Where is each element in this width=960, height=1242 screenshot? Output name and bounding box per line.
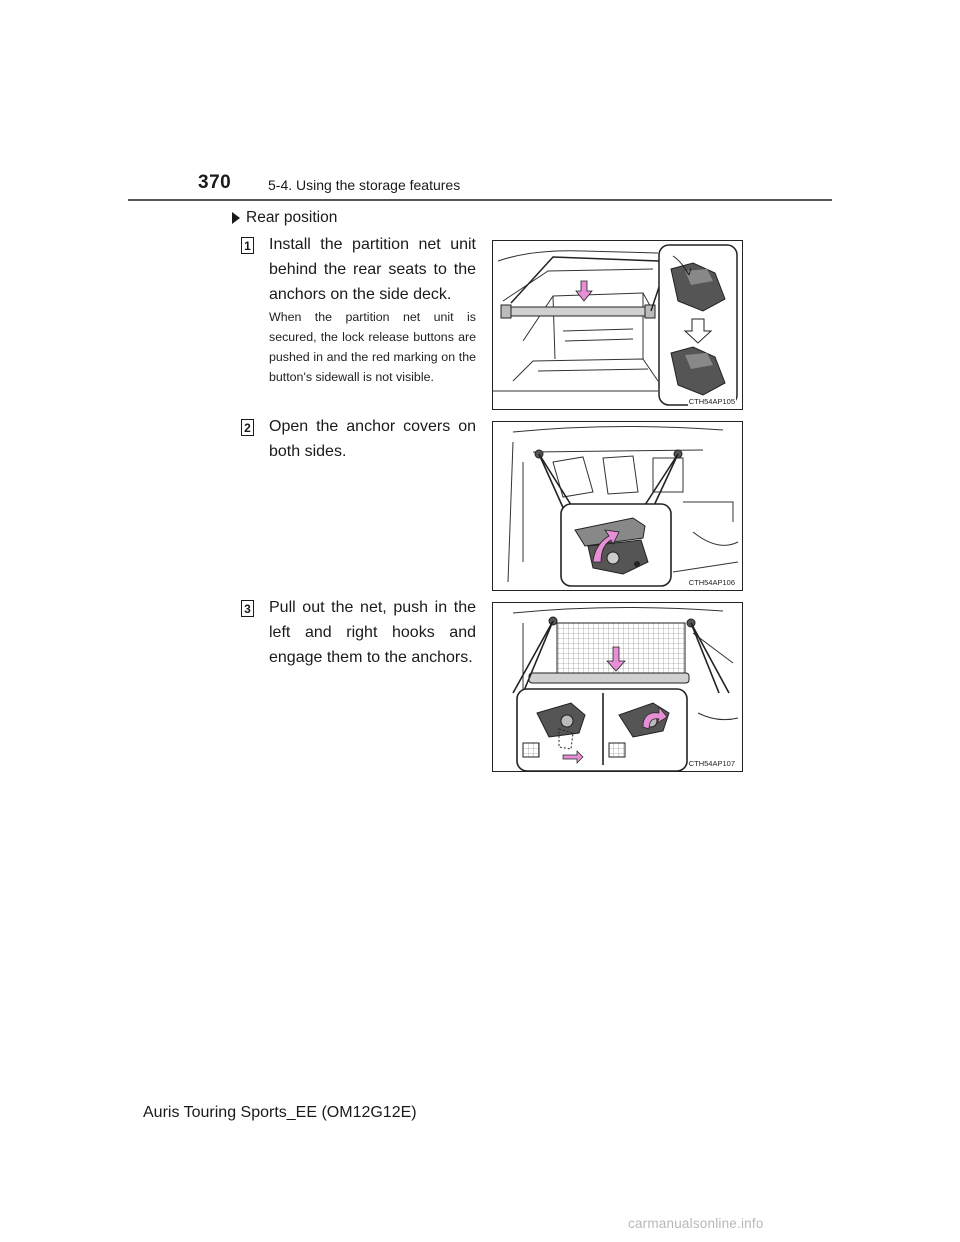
page-number: 370	[198, 172, 232, 193]
step-1-note: When the partition net unit is secured, the lock release buttons are pushed in and the red marking on the button's sidewall is not visible.	[269, 310, 476, 384]
figure-code-3: CTH54AP107	[688, 759, 735, 768]
figure-step-1	[492, 240, 743, 410]
triangle-bullet-icon	[232, 212, 240, 224]
step-number-1: 1	[241, 237, 254, 254]
step-number-2: 2	[241, 419, 254, 436]
cargo-area-illustration-3	[493, 603, 743, 772]
step-number-3: 3	[241, 600, 254, 617]
section-title: 5-4. Using the storage features	[268, 177, 461, 193]
cargo-area-illustration-1	[493, 241, 743, 410]
step-3-text: Pull out the net, push in the left and right hooks and engage them to the anchors.	[269, 599, 476, 666]
figure-code-2: CTH54AP106	[688, 578, 735, 587]
step-1-text: Install the partition net unit behind the rear seats to the anchors on the side deck.	[269, 236, 476, 303]
footer-manual-id: Auris Touring Sports_EE (OM12G12E)	[143, 1104, 417, 1121]
watermark: carmanualsonline.info	[628, 1216, 764, 1231]
figure-code-1: CTH54AP105	[688, 397, 735, 406]
subheading	[232, 209, 337, 227]
header-divider	[128, 199, 832, 201]
cargo-area-illustration-2	[493, 422, 743, 591]
figure-step-2	[492, 421, 743, 591]
subheading-label: Rear position	[246, 209, 338, 226]
step-2-text: Open the anchor covers on both sides.	[269, 418, 476, 460]
figure-step-3	[492, 602, 743, 772]
